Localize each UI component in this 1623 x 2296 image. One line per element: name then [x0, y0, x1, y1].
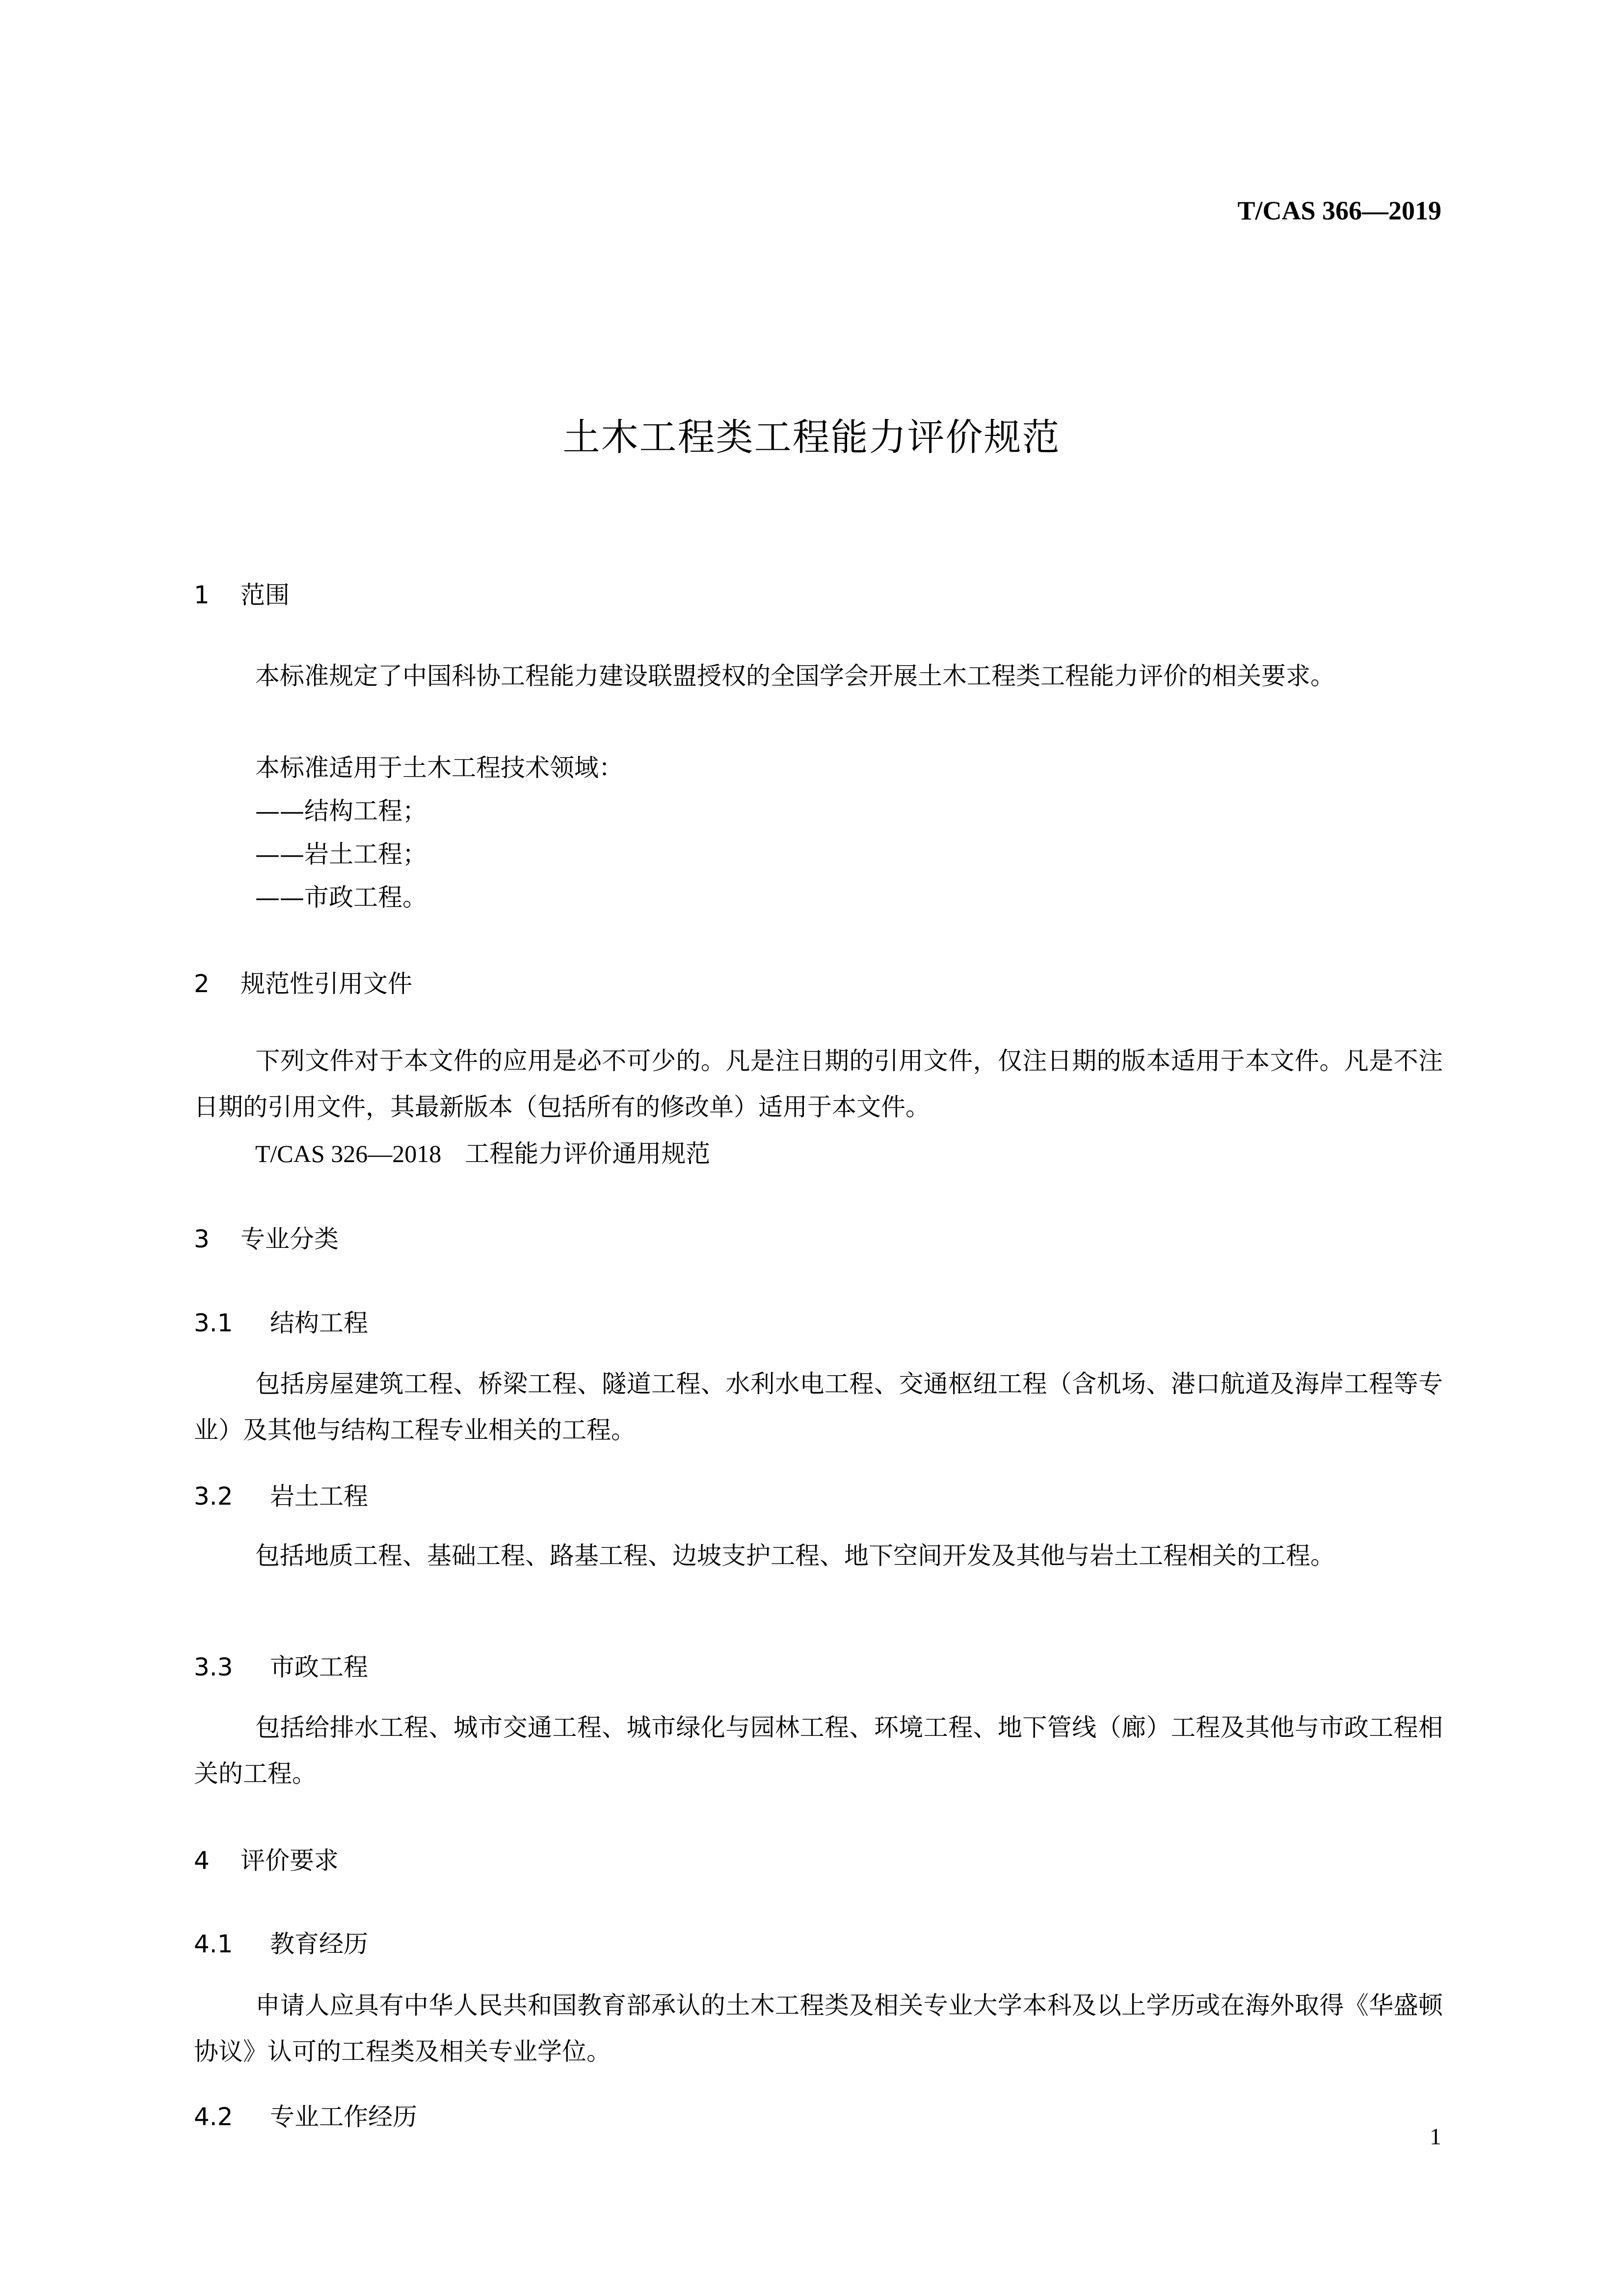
document-code: T/CAS 366—2019 [1237, 196, 1441, 225]
reference-code: T/CAS 326—2018 [255, 1140, 442, 1167]
subsection-3-3-text: 包括给排水工程、城市交通工程、城市绿化与园林工程、环境工程、地下管线（廊）工程及其他与市政工程相关的工程。 [194, 1713, 1443, 1788]
section-number: 1 [194, 581, 210, 609]
subsection-3-2-heading [194, 1477, 368, 1512]
subsection-3-1-text: 包括房屋建筑工程、桥梁工程、隧道工程、水利水电工程、交通枢纽工程（含机场、港口航道及海岸工程等专业）及其他与结构工程专业相关的工程。 [194, 1370, 1443, 1444]
section-number: 2 [194, 970, 210, 998]
subsection-number: 4.2 [194, 2103, 233, 2131]
document-title: 土木工程类工程能力评价规范 [562, 415, 1061, 459]
normative-reference [255, 1134, 710, 1169]
list-item-municipal: ——市政工程。 [255, 883, 427, 912]
subsection-4-1-heading [194, 1924, 368, 1960]
subsection-3-3-heading [194, 1648, 368, 1683]
subsection-number: 3.1 [194, 1309, 233, 1337]
subsection-title: 市政工程 [270, 1653, 368, 1681]
page-number: 1 [1430, 2124, 1441, 2150]
subsection-title: 结构工程 [270, 1309, 368, 1337]
section-title: 规范性引用文件 [240, 970, 412, 998]
list-item-geotechnical: ——岩土工程； [255, 840, 427, 868]
subsection-4-2-heading [194, 2097, 417, 2133]
subsection-title: 岩土工程 [270, 1482, 368, 1511]
subsection-number: 3.2 [194, 1482, 233, 1511]
section-title: 范围 [240, 581, 290, 609]
reference-title: 工程能力评价通用规范 [465, 1139, 711, 1168]
subsection-title: 教育经历 [270, 1930, 368, 1958]
section-number: 4 [194, 1846, 210, 1875]
subsection-number: 4.1 [194, 1930, 233, 1958]
subsection-4-1-text: 申请人应具有中华人民共和国教育部承认的土木工程类及相关专业大学本科及以上学历或在海外取得《华盛顿协议》认可的工程类及相关专业学位。 [194, 1991, 1443, 2066]
section-3-heading [194, 1219, 339, 1255]
subsection-number: 3.3 [194, 1653, 233, 1681]
section-2-paragraph-1: 下列文件对于本文件的应用是必不可少的。凡是注日期的引用文件，仅注日期的版本适用于本文件。凡是不注日期的引用文件，其最新版本（包括所有的修改单）适用于本文件。 [194, 1047, 1443, 1121]
section-title: 专业分类 [240, 1225, 339, 1253]
subsection-3-1-heading [194, 1303, 368, 1339]
section-1-paragraph-2: 本标准适用于土木工程技术领域： [255, 754, 623, 782]
section-title: 评价要求 [240, 1846, 339, 1875]
section-1-heading [194, 575, 290, 611]
section-number: 3 [194, 1225, 210, 1253]
list-item-structural: ——结构工程； [255, 797, 427, 825]
subsection-title: 专业工作经历 [270, 2103, 417, 2131]
subsection-3-2-text: 包括地质工程、基础工程、路基工程、边坡支护工程、地下空间开发及其他与岩土工程相关的工程。 [255, 1541, 1335, 1570]
section-4-heading [194, 1841, 339, 1876]
section-2-heading [194, 964, 412, 999]
section-1-paragraph-1: 本标准规定了中国科协工程能力建设联盟授权的全国学会开展土木工程类工程能力评价的相关要求。 [255, 662, 1335, 690]
